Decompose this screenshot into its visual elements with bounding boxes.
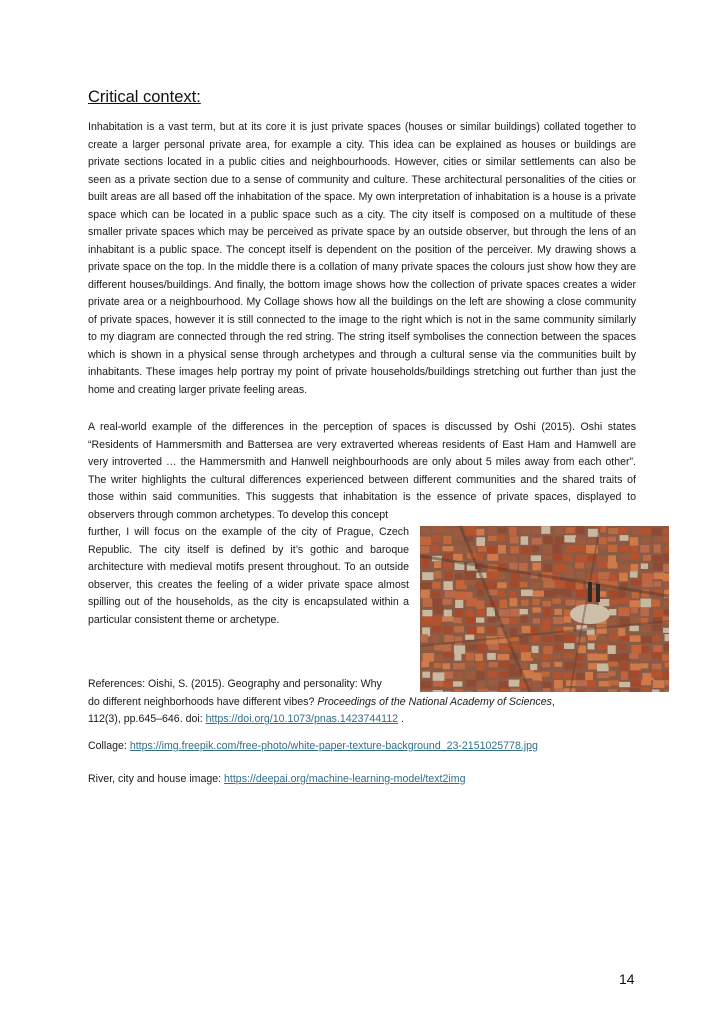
reference-line-2-prefix: do different neighborhoods have different vibes? <box>88 695 318 708</box>
collage-label: Collage: <box>88 740 130 752</box>
paragraph-inhabitation: Inhabitation is a vast term, but at its core it is just private spaces (houses or similar buildings) collated together to create a larger personal private area, for example a city. This idea can be explained as houses or buildings are private sections located in a public cities and neighbourhoods. However, cities or similar settlements can also be seen as a private section due to a sense of community and culture. These architectural personalities of the cities or built areas are all based off the inhabitation of the space. My own interpretation of inhabitation is a house is a private space which can be located in a public space such as a city. The city itself is composed on a multitude of these smaller private spaces which may be perceived as private space by an outside observer, but through the lens of an inhabitant is a public space. The concept itself is dependent on the position of the perceiver. My drawing shows a private space on the top. In the middle there is a collation of many private spaces the colours just show how they are different houses/buildings. And finally, the bottom image shows how the collection of private spaces creates a wider private area or a neighbourhood. My Collage shows how all the buildings on the left are showing a close community of private spaces, however it is still connected to the image to the right which is not in the same community similarly to my diagram are connected through the red string. The string itself symbolises the connection between the spaces which is shown in a physical sense through archetypes and through a cultural sense via the communities built by inhabitants. These images help portray my point of private households/buildings stretching out further than just the home and creating larger private feeling areas. <box>88 121 636 396</box>
reference-journal: Proceedings of the National Academy of Sciences <box>317 695 552 708</box>
prague-aerial-photo <box>420 526 669 692</box>
reference-line-3-prefix: 112(3), pp.645–646. doi: <box>88 713 206 725</box>
doi-link[interactable]: https://doi.org/10.1073/pnas.1423744112 <box>205 713 399 725</box>
references <box>88 676 636 729</box>
paragraph-real-world-example: A real-world example of the differences in the perception of spaces is discussed by Oshi (2015). Oshi states “Residents of Hammersmith and Battersea are very extraverted whereas residents of East Ham and Hamwell are very introverted … the Hammersmith and Hanwell neighbourhoods are only about 5 miles away from each other”. The writer highlights the cultural differences experienced between different communities and the shared traits of those within said communities. This suggests that inhabitation is the essence of private spaces, displayed to observers through common archetypes. To develop this concept <box>88 421 636 521</box>
prague-aerial-image <box>420 526 669 692</box>
reference-line-3-suffix: . <box>398 713 404 725</box>
collage-credit <box>88 738 538 756</box>
collage-link[interactable]: https://img.freepik.com/free-photo/white-paper-texture-background_23-2151025778.jpg <box>129 740 538 752</box>
reference-line-1: References: Oishi, S. (2015). Geography and personality: Why <box>88 678 382 690</box>
paragraph-prague: further, I will focus on the example of the city of Prague, Czech Republic. The city itself is defined by it’s gothic and baroque architecture with medieval motifs present throughout. To an outside observer, this creates the feeling of a wider private space almost spilling out of the households, as the city is encapsulated within a particular consistent theme or archetype. <box>88 526 409 626</box>
river-label: River, city and house image: <box>88 773 225 785</box>
river-link[interactable]: https://deepai.org/machine-learning-model/text2img <box>224 773 466 785</box>
section-heading: Critical context: <box>88 88 201 106</box>
reference-line-2-suffix: , <box>551 695 555 708</box>
page-number: 14 <box>619 971 635 987</box>
river-credit <box>88 771 465 789</box>
